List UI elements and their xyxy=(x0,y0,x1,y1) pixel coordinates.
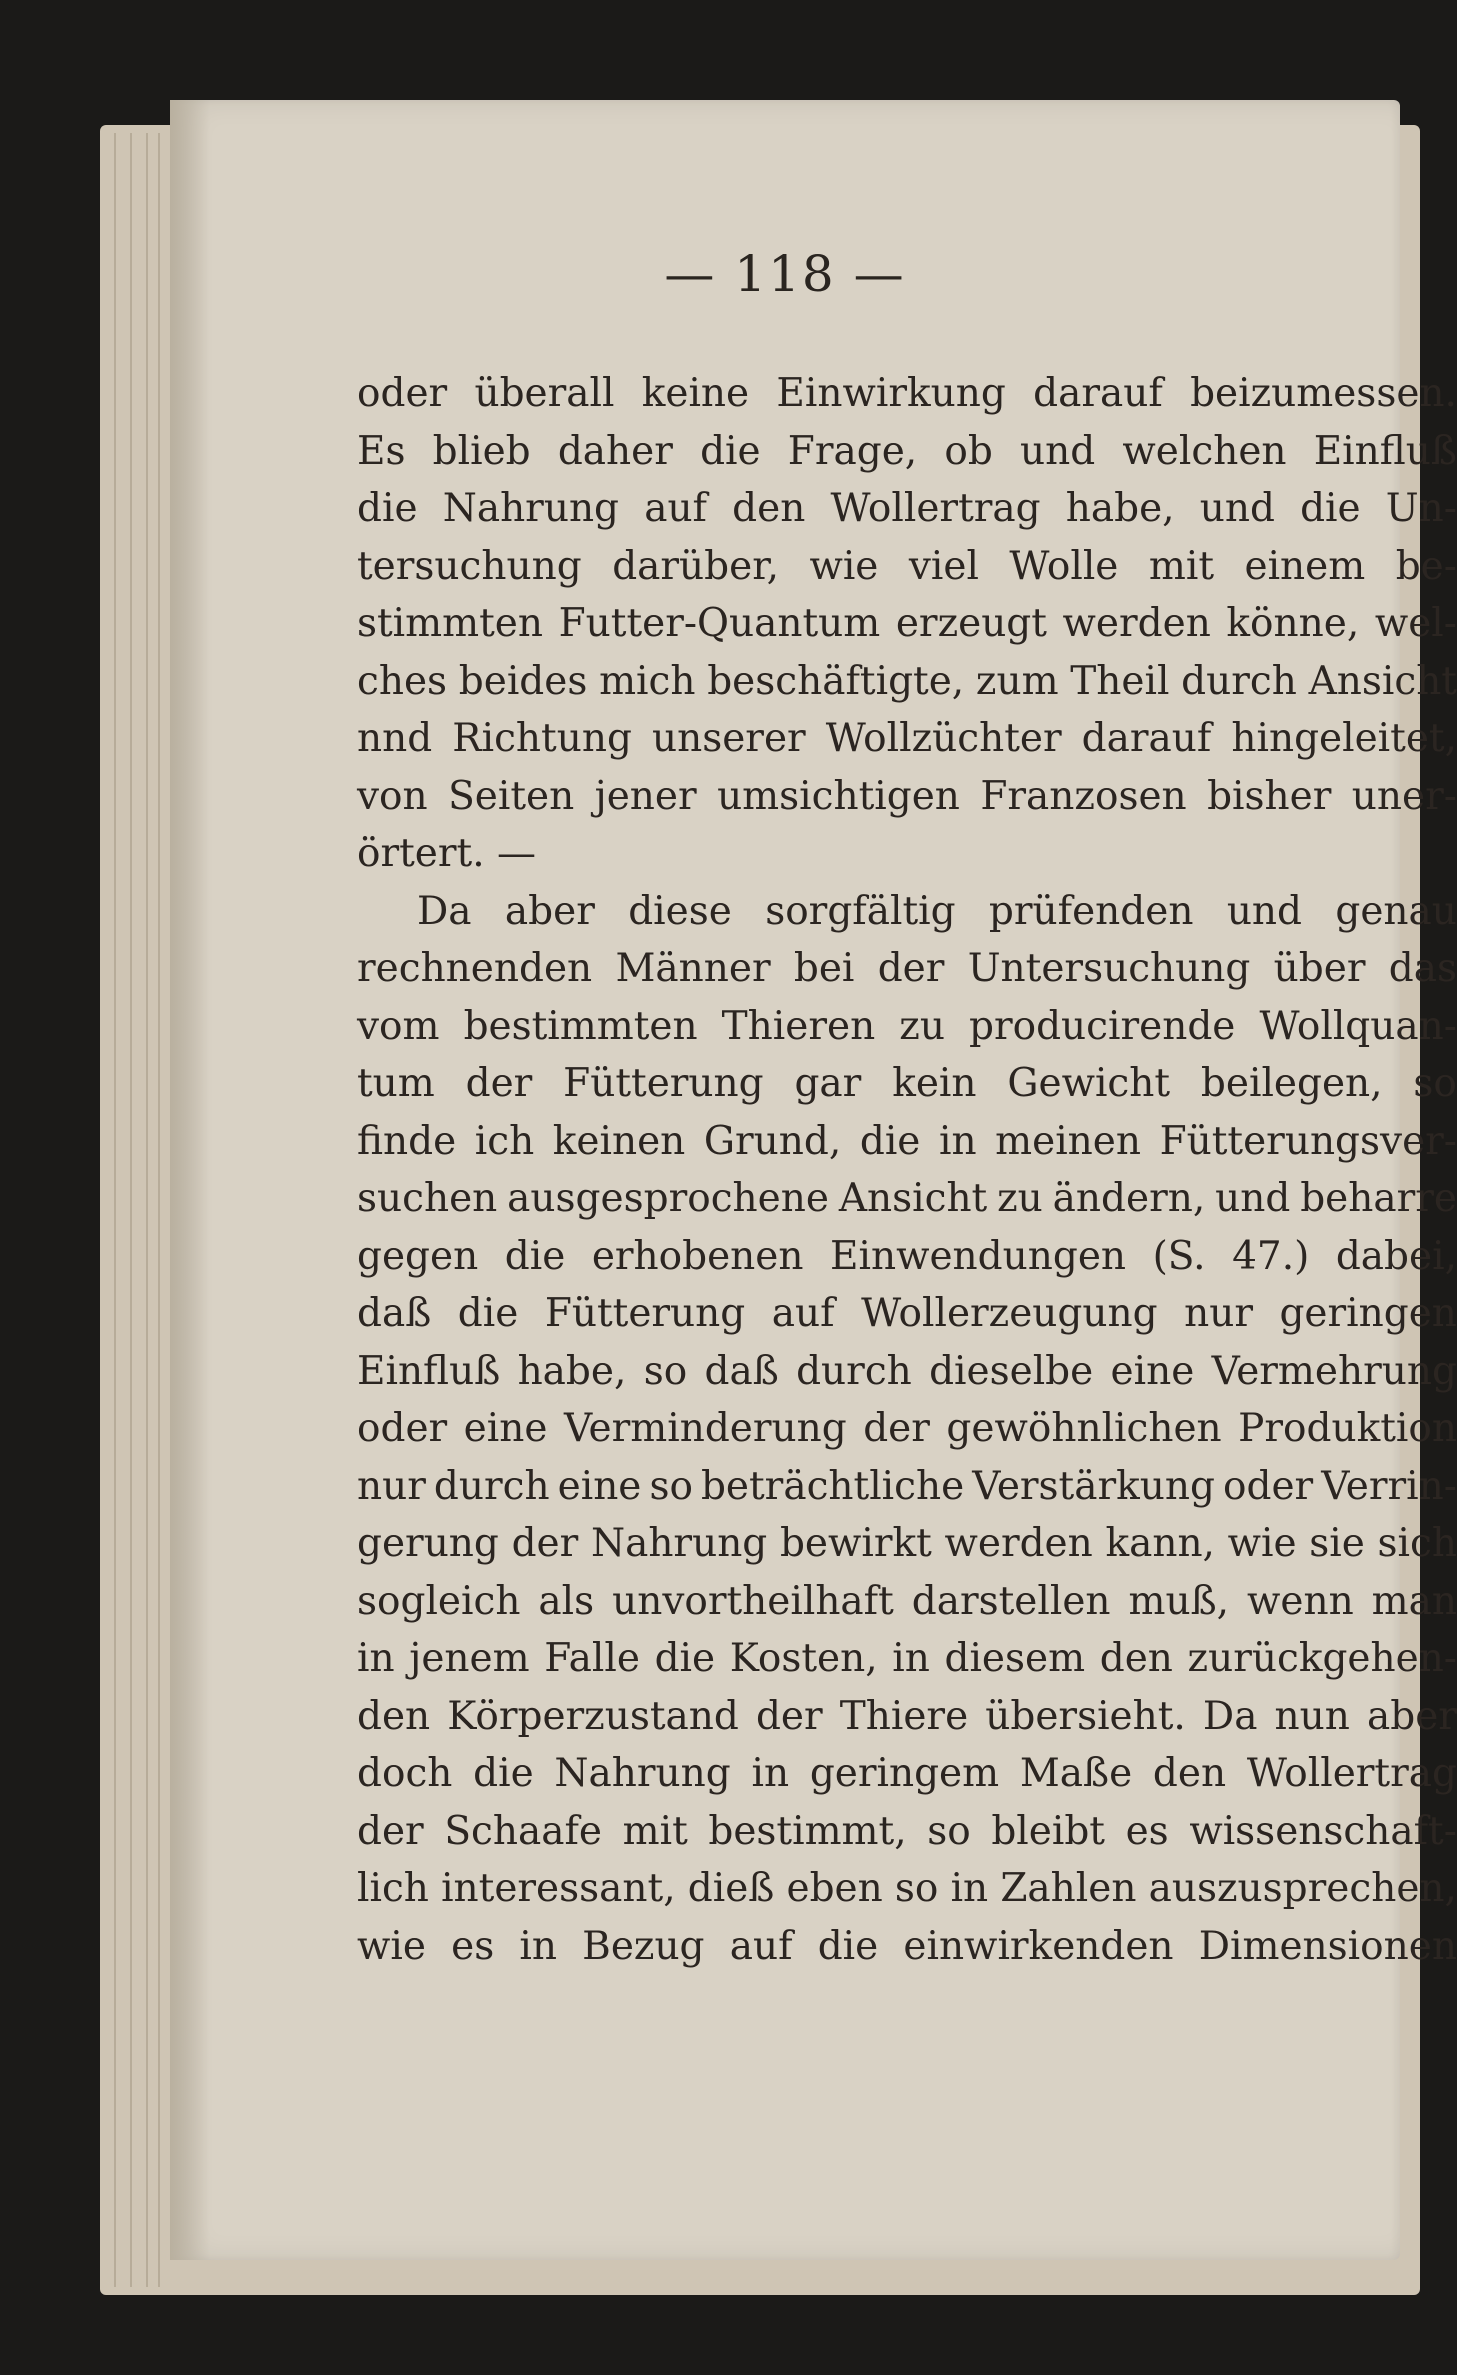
word: tersuchung xyxy=(357,543,582,589)
word: geringen xyxy=(1279,1291,1457,1336)
text-line xyxy=(357,1515,1457,1573)
text-line xyxy=(357,1688,1457,1746)
word: Einwendungen xyxy=(830,1233,1127,1279)
text-line xyxy=(357,1113,1457,1171)
word: werden xyxy=(1062,601,1211,646)
word: darauf xyxy=(1081,716,1212,761)
word: beträchtliche xyxy=(700,1463,965,1509)
word: Da xyxy=(1202,1693,1258,1739)
word: producirende xyxy=(969,1003,1236,1049)
word: Futter-Quantum xyxy=(558,601,881,646)
word: jener xyxy=(594,773,697,819)
text-line: örtert. — xyxy=(357,831,536,876)
word: den xyxy=(1099,1636,1173,1681)
text-line xyxy=(357,1055,1457,1113)
word: beharre xyxy=(1300,1176,1457,1221)
word: beschäftigte, xyxy=(707,658,965,704)
word: zurückgehen- xyxy=(1187,1636,1457,1681)
word: wie xyxy=(809,543,879,589)
word: und xyxy=(1215,1176,1291,1221)
book-page xyxy=(170,100,1457,2260)
text-line xyxy=(357,1803,1457,1861)
word: eine xyxy=(463,1406,548,1451)
word: Grund, xyxy=(703,1118,842,1164)
word: ches xyxy=(357,658,448,704)
word: sorgfältig xyxy=(765,888,956,934)
word: auf xyxy=(771,1291,835,1336)
word: Einfluß xyxy=(357,1348,501,1394)
word: wissenschaft- xyxy=(1189,1808,1457,1854)
word: beizumessen. xyxy=(1190,371,1457,416)
text-line xyxy=(357,1400,1457,1458)
word: als xyxy=(538,1578,595,1624)
word: Franzosen xyxy=(980,773,1187,819)
page-number: — 118 — xyxy=(664,245,906,303)
word: so xyxy=(927,1808,971,1854)
text-line xyxy=(357,653,1457,711)
word: habe, xyxy=(517,1348,627,1394)
word: sogleich xyxy=(357,1578,521,1624)
word: dieß xyxy=(687,1866,775,1911)
word: Ansicht xyxy=(838,1176,988,1221)
word: 47.) xyxy=(1232,1233,1310,1279)
text-line xyxy=(357,423,1457,481)
word: eine xyxy=(1110,1348,1195,1394)
word: Zahlen xyxy=(1000,1866,1137,1911)
word: darstellen xyxy=(911,1578,1111,1624)
word: Frage, xyxy=(787,428,918,474)
word: die xyxy=(504,1233,566,1279)
word: tum xyxy=(357,1061,435,1106)
word: Verminderung xyxy=(563,1406,847,1451)
page-edge-line xyxy=(114,133,116,2287)
word: es xyxy=(451,1923,495,1969)
word: in xyxy=(950,1866,989,1911)
text-line xyxy=(357,480,1457,538)
word: eben xyxy=(786,1866,883,1911)
word: Bezug xyxy=(582,1923,705,1969)
word: Seiten xyxy=(448,773,575,819)
word: Wollquan- xyxy=(1259,1003,1457,1049)
word: darüber, xyxy=(612,543,779,589)
word: Verrin- xyxy=(1321,1463,1457,1509)
word: (S. xyxy=(1152,1233,1206,1279)
word: Fütterung xyxy=(563,1061,764,1106)
page-edge-line xyxy=(130,133,132,2287)
text-line xyxy=(357,883,1457,941)
word: mit xyxy=(1148,543,1214,589)
word: den xyxy=(357,1693,431,1739)
word: oder xyxy=(1223,1463,1314,1509)
word: Verstärkung xyxy=(972,1463,1215,1509)
word: Da xyxy=(417,888,472,934)
word: überall xyxy=(474,371,615,416)
word: uner- xyxy=(1351,773,1457,819)
word: Produktion xyxy=(1238,1406,1457,1451)
word: eine xyxy=(557,1463,642,1509)
word: den xyxy=(732,486,806,531)
word: Falle xyxy=(544,1636,640,1681)
word: diesem xyxy=(944,1636,1086,1681)
word: und xyxy=(1199,486,1275,531)
word: das xyxy=(1388,946,1457,991)
text-line xyxy=(357,998,1457,1056)
word: beilegen, xyxy=(1200,1061,1383,1106)
word: übersieht. xyxy=(985,1693,1186,1739)
word: gar xyxy=(794,1061,862,1106)
word: be- xyxy=(1395,543,1457,589)
text-line xyxy=(357,710,1457,768)
word: Männer xyxy=(615,946,771,991)
word: Untersuchung xyxy=(967,946,1251,991)
word: nun xyxy=(1274,1693,1350,1739)
word: stimmten xyxy=(357,601,543,646)
word: umsichtigen xyxy=(717,773,960,819)
word: unvortheilhaft xyxy=(612,1578,894,1624)
word: jenem xyxy=(409,1636,530,1681)
word: keine xyxy=(641,371,750,416)
word: kann, xyxy=(1105,1521,1215,1566)
word: kein xyxy=(892,1061,977,1106)
word: suchen xyxy=(357,1176,498,1221)
word: bestimmten xyxy=(463,1003,698,1049)
word: oder xyxy=(357,371,448,416)
word: die xyxy=(654,1636,716,1681)
word: lich xyxy=(357,1866,429,1911)
word: gewöhnlichen xyxy=(946,1406,1222,1451)
word: in xyxy=(357,1636,395,1681)
word: die xyxy=(859,1118,921,1164)
word: doch xyxy=(357,1751,453,1796)
word: wel- xyxy=(1374,601,1457,646)
word: es xyxy=(1125,1808,1169,1854)
word: durch xyxy=(433,1463,550,1509)
page-gutter xyxy=(170,100,210,2260)
word: welchen xyxy=(1122,428,1287,474)
word: Wollertrag xyxy=(830,486,1041,531)
word: Fütterungsver- xyxy=(1159,1118,1457,1164)
word: hingeleitet, xyxy=(1231,716,1457,761)
word: finde xyxy=(357,1118,457,1164)
word: rechnenden xyxy=(357,946,593,991)
word: Maße xyxy=(1019,1751,1133,1796)
word: die xyxy=(700,428,761,474)
word: in xyxy=(751,1751,790,1796)
word: die xyxy=(357,486,418,531)
word: Wollertrag xyxy=(1246,1751,1457,1796)
text-line xyxy=(357,1918,1457,1976)
word: der xyxy=(465,1061,533,1106)
word: Thiere xyxy=(839,1693,969,1739)
text-line xyxy=(357,1745,1457,1803)
word: ausgesprochene xyxy=(507,1176,829,1221)
word: auf xyxy=(644,486,707,531)
word: wie xyxy=(357,1923,426,1969)
word: der xyxy=(357,1808,424,1854)
word: durch xyxy=(1181,658,1297,704)
word: ob xyxy=(944,428,993,474)
word: über xyxy=(1273,946,1366,991)
word: nur xyxy=(357,1463,426,1509)
word: aber xyxy=(1367,1693,1457,1739)
word: die xyxy=(817,1923,879,1969)
word: Richtung xyxy=(452,716,632,761)
word: so xyxy=(649,1463,693,1509)
word: gerung xyxy=(357,1521,499,1566)
word: bleibt xyxy=(991,1808,1105,1854)
word: habe, xyxy=(1065,486,1175,531)
word: Gewicht xyxy=(1007,1061,1171,1106)
word: blieb xyxy=(432,428,531,474)
word: die xyxy=(473,1751,534,1796)
word: sich xyxy=(1377,1521,1457,1566)
word: die xyxy=(1300,486,1361,531)
word: Einwirkung xyxy=(776,371,1006,416)
body-text xyxy=(357,365,1457,1975)
text-line xyxy=(357,940,1457,998)
word: bisher xyxy=(1207,773,1332,819)
word: Wollerzeugung xyxy=(861,1291,1158,1336)
text-line xyxy=(357,1458,1457,1516)
word: den xyxy=(1152,1751,1227,1796)
word: so xyxy=(643,1348,688,1394)
word: dieselbe xyxy=(929,1348,1094,1394)
word: keinen xyxy=(552,1118,686,1164)
word: daher xyxy=(557,428,673,474)
word: daß xyxy=(357,1291,432,1336)
word: Ansicht xyxy=(1308,658,1457,704)
word: Dimensionen xyxy=(1198,1923,1457,1969)
word: durch xyxy=(796,1348,912,1394)
word: bei xyxy=(793,946,855,991)
word: man xyxy=(1371,1578,1457,1624)
word: der xyxy=(877,946,945,991)
word: auszusprechen, xyxy=(1148,1866,1457,1911)
word: gegen xyxy=(357,1233,479,1279)
text-line xyxy=(357,1573,1457,1631)
word: Nahrung xyxy=(554,1751,731,1796)
word: der xyxy=(863,1406,930,1451)
word: so xyxy=(1413,1061,1457,1106)
word: diese xyxy=(628,888,732,934)
word: der xyxy=(511,1521,579,1566)
word: in xyxy=(519,1923,557,1969)
word: prüfenden xyxy=(988,888,1194,934)
word: nnd xyxy=(357,716,433,761)
word: könne, xyxy=(1226,601,1360,646)
word: Nahrung xyxy=(442,486,620,531)
page-edge-line xyxy=(146,133,148,2287)
word: erzeugt xyxy=(895,601,1047,646)
word: vom xyxy=(357,1003,440,1049)
word: Es xyxy=(357,428,406,474)
word: Wolle xyxy=(1009,543,1119,589)
word: zum xyxy=(975,658,1059,704)
word: Theil xyxy=(1070,658,1170,704)
word: bestimmt, xyxy=(708,1808,907,1854)
word: darauf xyxy=(1033,371,1163,416)
word: bewirkt xyxy=(779,1521,932,1566)
text-line xyxy=(357,1343,1457,1401)
word: einwirkenden xyxy=(903,1923,1174,1969)
word: und xyxy=(1226,888,1303,934)
word: einem xyxy=(1244,543,1366,589)
page-edge-line xyxy=(158,133,160,2287)
word: wenn xyxy=(1246,1578,1354,1624)
word: Un- xyxy=(1385,486,1457,531)
word: viel xyxy=(908,543,979,589)
word: in xyxy=(892,1636,930,1681)
word: nur xyxy=(1184,1291,1253,1336)
text-line xyxy=(357,768,1457,826)
word: Vermehrung xyxy=(1211,1348,1457,1394)
word: Einfluß xyxy=(1313,428,1457,474)
word: meinen xyxy=(995,1118,1141,1164)
text-line xyxy=(357,595,1457,653)
word: die xyxy=(457,1291,519,1336)
word: ändern, xyxy=(1052,1176,1206,1221)
word: aber xyxy=(504,888,595,934)
word: der xyxy=(755,1693,823,1739)
word: sie xyxy=(1309,1521,1365,1566)
word: unserer xyxy=(651,716,806,761)
word: so xyxy=(894,1866,939,1911)
word: genau xyxy=(1335,888,1457,934)
word: dabei, xyxy=(1335,1233,1457,1279)
text-line xyxy=(357,1860,1457,1918)
word: auf xyxy=(729,1923,793,1969)
word: zu xyxy=(997,1176,1043,1221)
text-line xyxy=(357,1285,1457,1343)
word: ich xyxy=(474,1118,535,1164)
word: in xyxy=(938,1118,977,1164)
word: Thieren xyxy=(721,1003,876,1049)
word: mit xyxy=(622,1808,688,1854)
word: Kosten, xyxy=(729,1636,878,1681)
text-line xyxy=(357,1228,1457,1286)
word: muß, xyxy=(1128,1578,1230,1624)
word: Wollzüchter xyxy=(825,716,1062,761)
word: von xyxy=(357,773,428,819)
word: wie xyxy=(1227,1521,1297,1566)
word: oder xyxy=(357,1406,448,1451)
word: Schaafe xyxy=(444,1808,603,1854)
text-line xyxy=(357,1170,1457,1228)
word: interessant, xyxy=(441,1866,676,1911)
word: geringem xyxy=(809,1751,1000,1796)
word: Nahrung xyxy=(590,1521,768,1566)
text-line xyxy=(357,538,1457,596)
text-line xyxy=(357,1630,1457,1688)
word: Körperzustand xyxy=(447,1693,739,1739)
word: daß xyxy=(704,1348,779,1394)
word: mich xyxy=(599,658,696,704)
word: werden xyxy=(944,1521,1093,1566)
word: beides xyxy=(458,658,588,704)
word: zu xyxy=(899,1003,945,1049)
word: erhobenen xyxy=(591,1233,804,1279)
text-line xyxy=(357,365,1457,423)
word: Fütterung xyxy=(544,1291,746,1336)
word: und xyxy=(1020,428,1096,474)
